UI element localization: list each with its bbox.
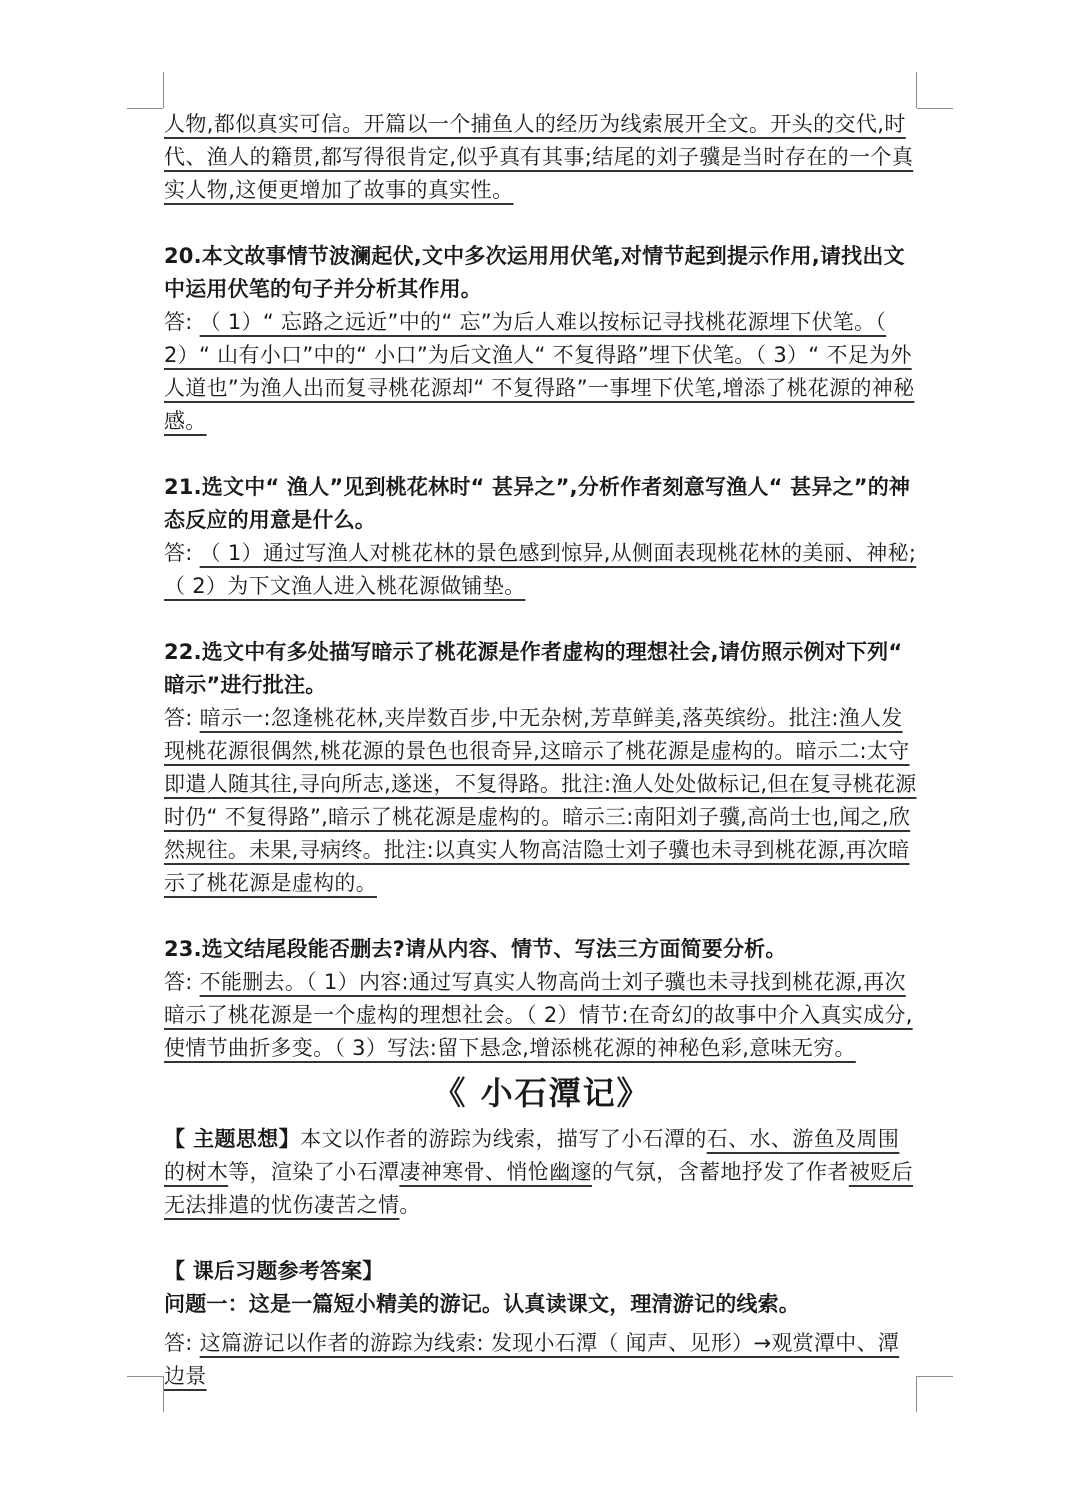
crop-mark-top-right-h [917,108,953,109]
answer-22-text: 暗示一:忽逢桃花林,夹岸数百步,中无杂树,芳草鲜美,落英缤纷。批注:渔人发现桃花源很偶然,桃花源的景色也很奇异,这暗示了桃花源是虚构的。暗示二:太守即遣人随其往,寻向所志,遂迷，不复得路。批注:渔人处处做标记,但在复寻桃花源时仍“ 不复得路”,暗示了桃花源是虚构的。暗示三:南阳刘子骥,高尚士也,闻之,欣然规往。未果,寻病终。批注:以真实人物高洁隐士刘子骥也未寻到桃花源,再次暗示了桃花源是虚构的。 [164,706,917,895]
answer-20-text: （ 1）“ 忘路之远近”中的“ 忘”为后人难以按标记寻找桃花源埋下伏笔。（ 2）“ 山有小口”中的“ 小口”为后文渔人“ 不复得路”埋下伏笔。（ 3）“ 不足为外人道也”为渔人出而复寻桃花源却“ 不复得路”一事埋下伏笔,增添了桃花源的神秘感。 [164,310,915,433]
theme-text-7: 。 [399,1193,421,1217]
theme-paragraph [164,1123,920,1222]
exercise-question-1: 问题一：这是一篇短小精美的游记。认真读课文，理清游记的线索。 [164,1292,800,1316]
question-22: 22.选文中有多处描写暗示了桃花源是作者虚构的理想社会,请仿照示例对下列“ 暗示”进行批注。 [164,640,903,697]
section-title: 《 小石潭记》 [433,1074,651,1112]
answer-prefix: 答: [164,970,200,994]
question-23: 23.选文结尾段能否删去?请从内容、情节、写法三方面简要分析。 [164,937,787,961]
answer-20 [164,306,920,438]
crop-mark-bottom-left-h [127,1376,163,1377]
theme-text-6: 被贬后无法排遣的忧伤凄苦之情 [164,1160,914,1217]
crop-mark-bottom-right-h [917,1376,953,1377]
document-body [164,108,920,1393]
answer-21 [164,537,920,603]
question-20: 20.本文故事情节波澜起伏,文中多次运用用伏笔,对情节起到提示作用,请找出文中运用伏笔的句子并分析其作用。 [164,244,905,301]
theme-text-1: 本文以作者的游踪为线索，描写了小石潭的 [300,1127,707,1151]
crop-mark-top-right-v [916,72,917,108]
answer-prefix: 答: [164,310,200,334]
theme-label: 【 主题思想】 [164,1127,301,1151]
crop-mark-top-left-v [163,72,164,108]
answer-prefix: 答: [164,541,200,565]
exercise-label: 【 课后习题参考答案】 [164,1259,384,1283]
answer-prefix: 答: [164,1331,200,1355]
answer-21-text: （ 1）通过写渔人对桃花林的景色感到惊异,从侧面表现桃花林的美丽、神秘;（ 2）为下文渔人进入桃花源做铺垫。 [164,541,917,598]
theme-text-4: 凄神寒骨、悄怆幽邃 [399,1160,593,1184]
answer-22 [164,702,920,900]
answer-prefix: 答: [164,706,200,730]
theme-text-3: 等，渲染了小石潭 [228,1160,400,1184]
theme-text-5: 的气氛，含蓄地抒发了作者 [592,1160,849,1184]
answer-23 [164,966,920,1065]
answer-23-text: 不能删去。（ 1）内容:通过写真实人物高尚士刘子骥也未寻找到桃花源,再次暗示了桃花源是一个虚构的理想社会。（ 2）情节:在奇幻的故事中介入真实成分,使情节曲折多变。（ 3）写法:留下悬念,增添桃花源的神秘色彩,意味无穷。 [164,970,913,1060]
crop-mark-top-left-h [127,108,163,109]
exercise-answer-1-text: 这篇游记以作者的游踪为线索: 发现小石潭（ 闻声、见形）→观赏潭中、潭边景 [164,1331,900,1388]
exercise-answer-1 [164,1327,920,1393]
theme-text-2: 石、水、游鱼及周围的树木 [164,1127,900,1184]
question-21: 21.选文中“ 渔人”见到桃花林时“ 甚异之”,分析作者刻意写渔人“ 甚异之”的神态反应的用意是什么。 [164,475,911,532]
intro-paragraph [164,108,920,207]
intro-text: 人物,都似真实可信。开篇以一个捕鱼人的经历为线索展开全文。开头的交代,时代、渔人的籍贯,都写得很肯定,似乎真有其事;结尾的刘子骥是当时存在的一个真实人物,这便更增加了故事的真实性。 [164,112,914,202]
